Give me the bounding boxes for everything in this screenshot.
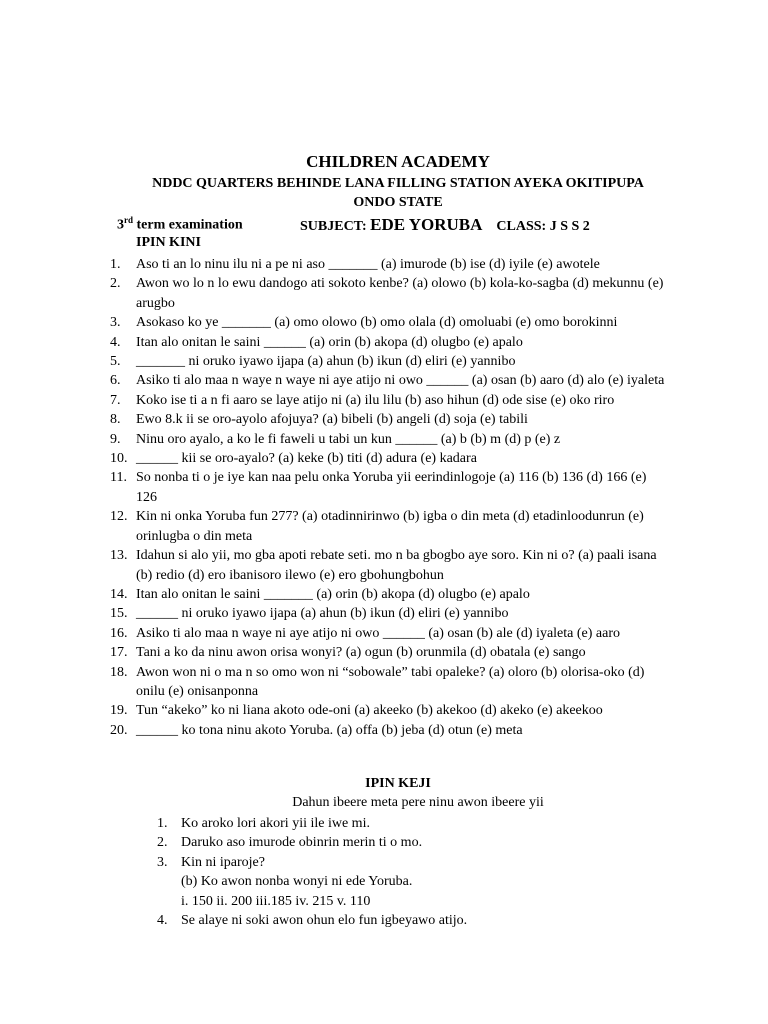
subject-label: SUBJECT: bbox=[300, 219, 371, 234]
question-number: 12. bbox=[110, 509, 128, 525]
question-number: 19. bbox=[110, 703, 128, 719]
question-number: 11. bbox=[110, 470, 127, 486]
school-address-line-1: NDDC QUARTERS BEHINDE LANA FILLING STATION AYEKA OKITIPUPA bbox=[152, 176, 644, 191]
question-item bbox=[110, 468, 670, 507]
question-number: 13. bbox=[110, 548, 128, 564]
question-text: Aso ti an lo ninu ilu ni a pe ni aso _______ (a) imurode (b) ise (d) iyile (e) awotele bbox=[136, 257, 600, 272]
question-text: Awon wo lo n lo ewu dandogo ati sokoto kenbe? (a) olowo (b) kola-ko-sagba (d) mekunnu (e) arugbo bbox=[136, 276, 664, 311]
question-text: Ewo 8.k ii se oro-ayolo afojuya? (a) bibeli (b) angeli (d) soja (e) tabili bbox=[136, 412, 528, 428]
question-item bbox=[157, 853, 657, 872]
question-text: Tun “akeko” ko ni liana akoto ode-oni (a) akeeko (b) akekoo (d) akeko (e) akeekoo bbox=[136, 703, 603, 719]
question-text: Daruko aso imurode obinrin merin ti o mo. bbox=[181, 835, 423, 851]
question-text: Se alaye ni soki awon ohun elo fun igbeyawo atijo. bbox=[181, 913, 468, 929]
question-number: 4. bbox=[157, 913, 168, 929]
school-address-line-2: ONDO STATE bbox=[353, 195, 443, 210]
exam-info-line bbox=[117, 215, 590, 234]
question-number: 5. bbox=[110, 354, 121, 370]
subject-value: EDE YORUBA bbox=[370, 215, 483, 234]
question-number: 9. bbox=[110, 431, 121, 447]
question-number: 3. bbox=[157, 854, 168, 870]
question-item bbox=[157, 833, 657, 852]
question-number: 2. bbox=[157, 835, 168, 851]
question-item bbox=[110, 352, 670, 371]
section-2-instruction: Dahun ibeere meta pere ninu awon ibeere yii bbox=[292, 795, 544, 810]
question-text: _______ ni oruko iyawo ijapa (a) ahun (b) ikun (d) eliri (e) yannibo bbox=[136, 354, 516, 370]
question-item bbox=[110, 371, 670, 390]
question-number: 4. bbox=[110, 334, 121, 350]
question-item bbox=[110, 410, 670, 429]
question-item bbox=[110, 585, 670, 604]
question-number: 1. bbox=[157, 816, 168, 831]
question-item bbox=[110, 546, 670, 585]
question-item bbox=[110, 391, 670, 410]
term-number: 3 bbox=[117, 217, 124, 233]
question-text: Itan alo onitan le saini _______ (a) orin (b) akopa (d) olugbo (e) apalo bbox=[136, 586, 530, 602]
question-number: 15. bbox=[110, 606, 128, 622]
question-text: (b) Ko awon nonba wonyi ni ede Yoruba. bbox=[181, 874, 413, 890]
question-text: Asokaso ko ye _______ (a) omo olowo (b) omo olala (d) omoluabi (e) omo borokinni bbox=[136, 315, 618, 331]
question-item bbox=[110, 721, 670, 740]
question-item bbox=[110, 449, 670, 468]
question-item bbox=[110, 604, 670, 623]
class-label: CLASS: J S S 2 bbox=[496, 219, 590, 234]
section-2-question-list bbox=[157, 814, 657, 930]
question-item bbox=[110, 313, 670, 332]
question-number: 1. bbox=[110, 257, 121, 272]
question-text: Kin ni onka Yoruba fun 277? (a) otadinnirinwo (b) igba o din meta (d) etadinloodunrun (e) orinlugba o din meta bbox=[136, 509, 644, 544]
question-item bbox=[110, 255, 670, 274]
section-1-question-list bbox=[110, 255, 670, 740]
question-text: Koko ise ti a n fi aaro se laye atijo ni (a) ilu lilu (b) aso hihun (d) ode sise (e) oko riro bbox=[136, 392, 615, 408]
question-text: Kin ni iparoje? bbox=[181, 854, 265, 870]
section-2-title: IPIN KEJI bbox=[365, 776, 431, 791]
question-text: Itan alo onitan le saini ______ (a) orin (b) akopa (d) olugbo (e) apalo bbox=[136, 334, 523, 350]
question-item bbox=[110, 507, 670, 546]
question-text: Idahun si alo yii, mo gba apoti rebate seti. mo n ba gbogbo aye soro. Kin ni o? (a) paali isana (b) redio (d) ero ibanisoro ilewo (e) ero gbohungbohun bbox=[136, 548, 657, 583]
question-text: Ninu oro ayalo, a ko le fi faweli u tabi un kun ______ (a) b (b) m (d) p (e) z bbox=[136, 431, 561, 447]
question-number: 16. bbox=[110, 625, 128, 641]
question-item bbox=[157, 814, 657, 833]
question-item bbox=[110, 663, 670, 702]
question-number: 7. bbox=[110, 392, 121, 408]
question-text: Asiko ti alo maa n waye ni aye atijo ni owo ______ (a) osan (b) ale (d) iyaleta (e) aaro bbox=[136, 625, 620, 641]
question-text: Ko aroko lori akori yii ile iwe mi. bbox=[181, 816, 370, 831]
question-number: 10. bbox=[110, 451, 128, 467]
subject-block bbox=[300, 215, 590, 235]
question-number: 6. bbox=[110, 373, 121, 389]
question-number: 3. bbox=[110, 315, 121, 331]
term-text: term examination bbox=[133, 217, 243, 233]
question-number: 20. bbox=[110, 722, 128, 738]
question-text: i. 150 ii. 200 iii.185 iv. 215 v. 110 bbox=[181, 893, 371, 909]
question-item bbox=[110, 624, 670, 643]
question-number: 14. bbox=[110, 586, 128, 602]
question-text: So nonba ti o je iye kan naa pelu onka Yoruba yii eerindinlogoje (a) 116 (b) 136 (d) 166 (e) 126 bbox=[136, 470, 647, 505]
question-item bbox=[110, 430, 670, 449]
question-text: ______ ko tona ninu akoto Yoruba. (a) offa (b) jeba (d) otun (e) meta bbox=[136, 722, 523, 738]
question-text: Asiko ti alo maa n waye n waye ni aye atijo ni owo ______ (a) osan (b) aaro (d) alo (e) iyaleta bbox=[136, 373, 665, 389]
question-item bbox=[110, 333, 670, 352]
question-item bbox=[110, 701, 670, 720]
question-text: ______ ni oruko iyawo ijapa (a) ahun (b) ikun (d) eliri (e) yannibo bbox=[136, 606, 509, 622]
question-text: Tani a ko da ninu awon orisa wonyi? (a) ogun (b) orunmila (d) obatala (e) sango bbox=[136, 645, 586, 661]
question-number: 2. bbox=[110, 276, 121, 292]
question-item bbox=[110, 274, 670, 313]
question-item bbox=[110, 643, 670, 662]
question-text: ______ kii se oro-ayalo? (a) keke (b) titi (d) adura (e) kadara bbox=[136, 451, 477, 467]
question-text: Awon won ni o ma n so omo won ni “sobowale” tabi opaleke? (a) oloro (b) olorisa-oko (d) onilu (e) onisanponna bbox=[136, 664, 645, 699]
term-suffix: rd bbox=[124, 215, 133, 225]
question-number: 17. bbox=[110, 645, 128, 661]
question-item bbox=[157, 911, 657, 930]
school-name: CHILDREN ACADEMY bbox=[306, 152, 490, 171]
question-number: 8. bbox=[110, 412, 121, 428]
section-1-title: IPIN KINI bbox=[136, 235, 201, 250]
question-item bbox=[157, 872, 657, 891]
question-item bbox=[157, 892, 657, 911]
question-number: 18. bbox=[110, 664, 128, 680]
